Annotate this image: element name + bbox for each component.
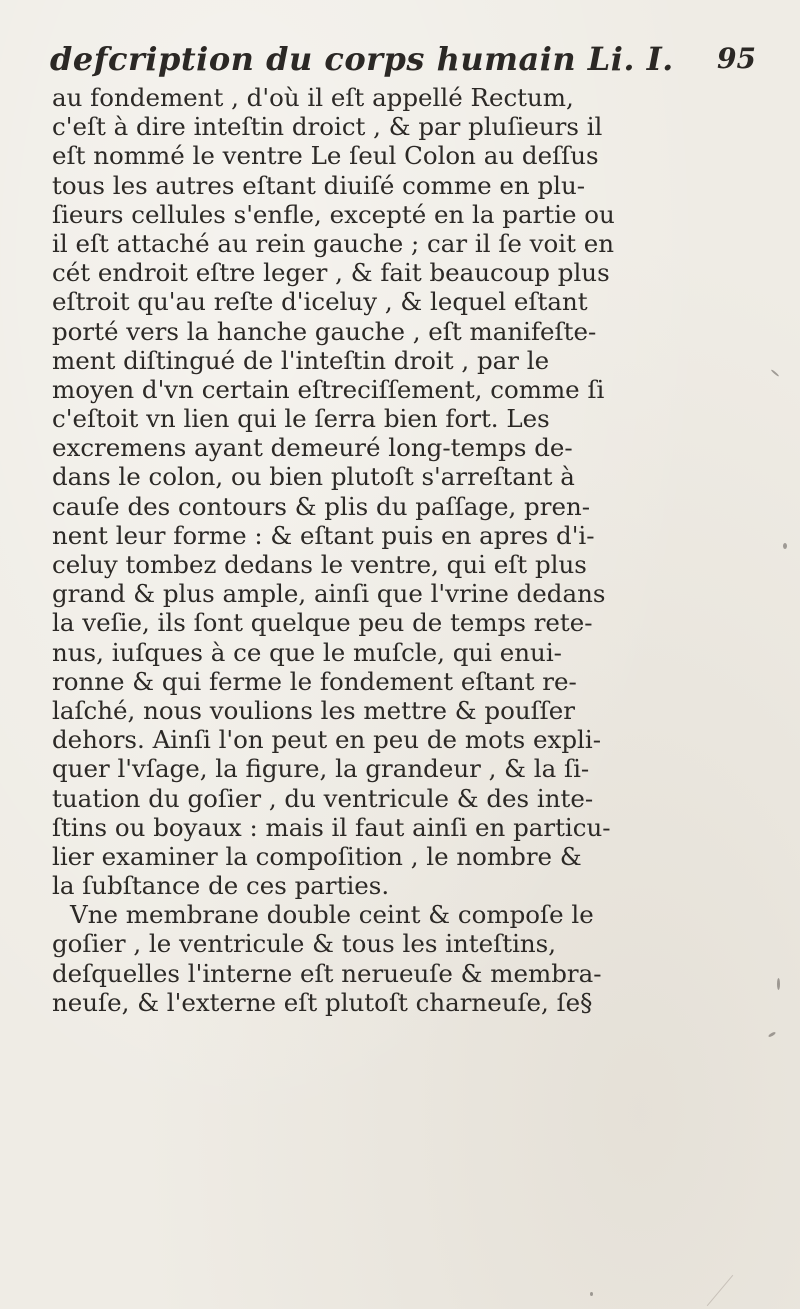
text-line: neuſe, & l'externe eſt plutoſt charneuſe, ſe§: [52, 987, 593, 1017]
text-line: la veſie, ils ſont quelque peu de temps rete-: [52, 608, 593, 638]
text-line: moyen d'vn certain eſtreciſſement, comme ſi: [52, 374, 605, 404]
text-line: dans le colon, ou bien plutoſt s'arreſtant à: [52, 462, 575, 492]
text-line: lier examiner la compoſition , le nombre &: [52, 841, 582, 871]
text-line: excremens ayant demeuré long-temps de-: [52, 433, 573, 463]
text-line: tuation du goſier , du ventricule & des inte-: [52, 783, 594, 813]
page-number: 95: [717, 42, 756, 75]
running-title: defcription du corps humain Li. I.: [50, 40, 674, 78]
text-line: au fondement , d'où il eſt appellé Rectum,: [52, 83, 574, 112]
ink-speck: [777, 978, 780, 990]
text-line: c'eſt à dire inteſtin droict , & par pluſieurs il: [52, 112, 603, 142]
text-line: celuy tombez dedans le ventre, qui eſt plus: [52, 550, 587, 579]
ink-speck: [590, 1292, 593, 1296]
text-line: dehors. Ainſi l'on peut en peu de mots expli-: [52, 725, 601, 755]
text-line: goſier , le ventricule & tous les inteſtins,: [52, 929, 557, 959]
text-line: cauſe des contours & plis du paſſage, pren-: [52, 491, 591, 521]
ink-speck: [783, 543, 787, 549]
margin-scratch: [768, 1031, 776, 1038]
paper-crease: [707, 1275, 733, 1306]
text-line: ronne & qui ferme le fondement eſtant re-: [52, 666, 577, 696]
body-text: [52, 83, 772, 1017]
text-line: nent leur forme : & eſtant puis en apres d'i-: [52, 520, 595, 550]
text-line: eſtroit qu'au reſte d'iceluy , & lequel eſtant: [52, 287, 588, 317]
text-line: quer l'vſage, la figure, la grandeur , & la ſi-: [52, 754, 590, 784]
text-line: il eſt attaché au rein gauche ; car il ſe voit en: [52, 228, 615, 258]
text-line: laſché, nous voulions les mettre & pouſſer: [52, 695, 575, 725]
text-line: tous les autres eſtant diuiſé comme en plu-: [52, 170, 586, 200]
text-line: deſquelles l'interne eſt nerueuſe & membra-: [52, 958, 602, 988]
text-line: porté vers la hanche gauche , eſt manifeſte-: [52, 316, 597, 346]
running-head: [50, 40, 770, 80]
paragraph-start-line: Vne membrane double ceint & compoſe le: [70, 900, 594, 930]
text-line: ment diſtingué de l'inteſtin droit , par le: [52, 345, 550, 375]
text-line: eſt nommé le ventre Le ſeul Colon au deſſus: [52, 141, 599, 171]
text-line: cét endroit eſtre leger , & fait beaucoup plus: [52, 258, 610, 288]
text-line: nus, iuſques à ce que le muſcle, qui enui-: [52, 637, 562, 667]
text-line: ſieurs cellules s'enfle, excepté en la partie ou: [52, 199, 615, 229]
text-line: ſtins ou boyaux : mais il faut ainſi en particu-: [52, 812, 611, 842]
text-line: la ſubſtance de ces parties.: [52, 871, 390, 901]
text-line: grand & plus ample, ainſi que l'vrine dedans: [52, 579, 606, 609]
text-line: c'eſtoit vn lien qui le ſerra bien fort. Les: [52, 404, 550, 434]
